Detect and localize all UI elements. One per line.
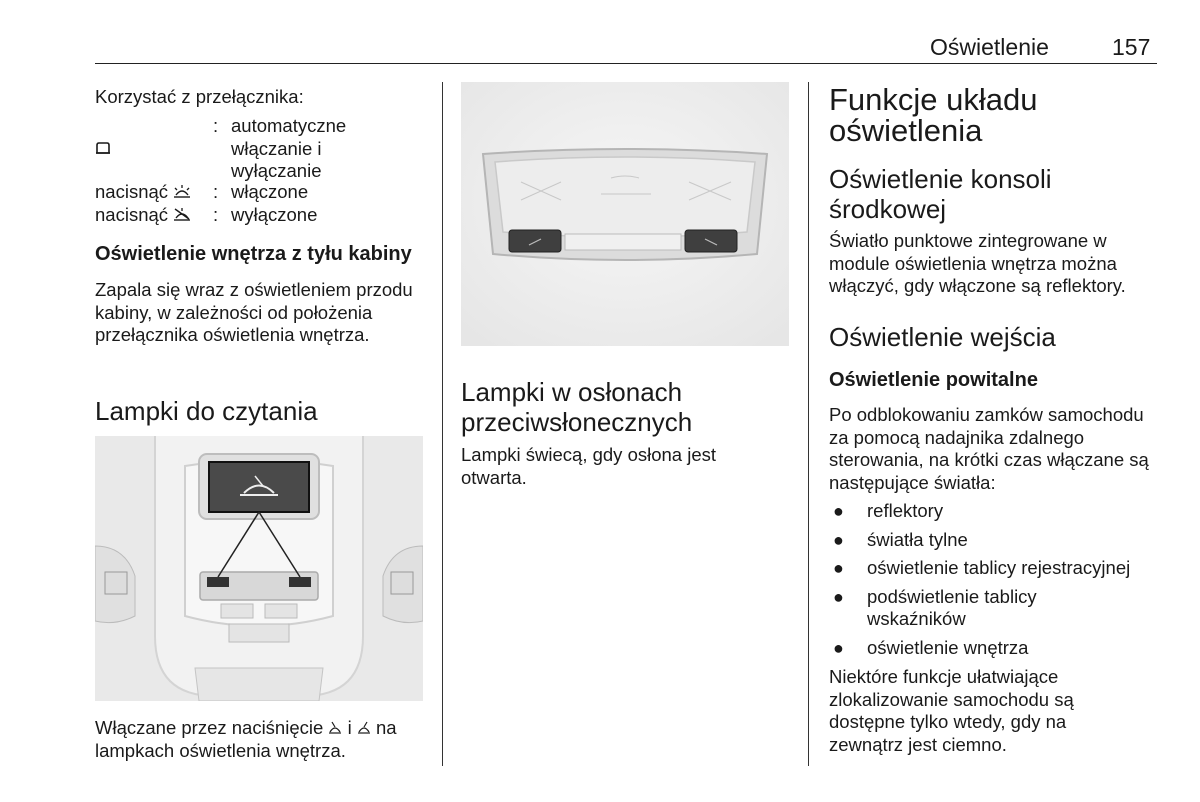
switch-row-off: nacisnąć : wyłączone [95,204,371,227]
switch-value-auto: automatyczne włączanie i wyłączanie [231,115,347,181]
list-item-text: reflektory [867,500,944,521]
visor-heading-line1: Lampki w osłonach [461,377,683,407]
rear-lighting-heading: Oświetlenie wnętrza z tyłu kabiny [95,243,412,265]
list-item-text: oświetlenie wnętrza [867,636,1029,658]
reading-text-and: i [347,717,352,738]
reading-text-part3: lampkach oświetlenia wnętrza. [95,739,346,761]
bullet-icon: ● [833,586,844,607]
running-header-title: Oświetlenie [930,34,1049,60]
list-item [829,637,1159,660]
page-number: 157 [1112,34,1151,60]
switch-intro-text: Korzystać z przełącznika: [95,86,304,107]
lighting-functions-heading [829,84,1159,146]
visor-lamps-text: Lampki świecą, gdy osłona jest otwarta. [461,444,717,488]
visor-lamps-heading [461,377,791,437]
rear-lighting-text: Zapala się wraz z oświetleniem przodu kabiny, w zależności od położenia przełącznika oświetlenia wnętrza. [95,279,413,345]
bullet-icon: ● [833,529,844,550]
console-heading-line2: środkowej [829,194,947,224]
column-divider-right [808,82,809,766]
bullet-icon: ● [833,501,844,521]
list-item [829,529,1159,552]
welcome-lighting-text: Po odblokowaniu zamków samochodu za pomocą nadajnika zdalnego sterowania, na krótki czas włączane są następujące światła: [829,404,1149,493]
console-heading-line1: Oświetlenie konsoli [829,164,1052,194]
list-item [829,586,1059,631]
bullet-icon: ● [833,637,844,658]
reading-text-part1: Włączane przez naciśnięcie [95,717,324,738]
welcome-lights-list [829,500,1159,665]
reading-text-part2: na [375,717,397,738]
entry-lighting-heading: Oświetlenie wejścia [829,322,1056,352]
reading-lamps-figure [95,436,423,701]
welcome-lighting-heading: Oświetlenie powitalne [829,369,1038,391]
switch-value-on: włączone [231,181,309,202]
list-item-text: oświetlenie tablicy rejestracyjnej [867,557,1131,578]
visor-heading-line2: przeciwsłonecznych [461,407,693,437]
switch-value-off: wyłączone [231,204,318,225]
reading-lamp-left-icon [328,717,342,738]
list-item-text: podświetlenie tablicy wskaźników [867,585,1037,629]
main-heading-line1: Funkcje układu [829,82,1038,117]
list-item [829,557,1159,580]
bullet-icon: ● [833,558,844,578]
reading-lamps-heading: Lampki do czytania [95,396,318,426]
switch-key-label: nacisnąć [95,181,169,202]
visor-lamp-figure [461,82,789,346]
main-heading-line2: oświetlenia [829,113,983,148]
column-divider-left [442,82,443,766]
switch-row-auto: : automatyczne włączanie i wyłączanie [95,115,371,183]
list-item [829,500,1159,523]
switch-row-on: nacisnąć : włączone [95,181,371,204]
reading-lamps-text [95,717,435,762]
light-on-icon [172,181,192,204]
list-item-text: światła tylne [867,528,968,550]
console-lighting-text: Światło punktowe zintegrowane w module oświetlenia wnętrza można włączyć, gdy włączone są reflektory. [829,230,1126,296]
light-off-icon [172,204,192,227]
header-divider [95,63,1157,64]
console-lighting-heading [829,164,1159,224]
reading-lamp-right-icon [357,717,371,738]
door-icon [95,138,111,161]
closing-text: Niektóre funkcje ułatwiające zlokalizowanie samochodu są dostępne tylko wtedy, gdy na zewnątrz jest ciemno. [829,666,1074,755]
switch-key-label: nacisnąć [95,204,169,225]
